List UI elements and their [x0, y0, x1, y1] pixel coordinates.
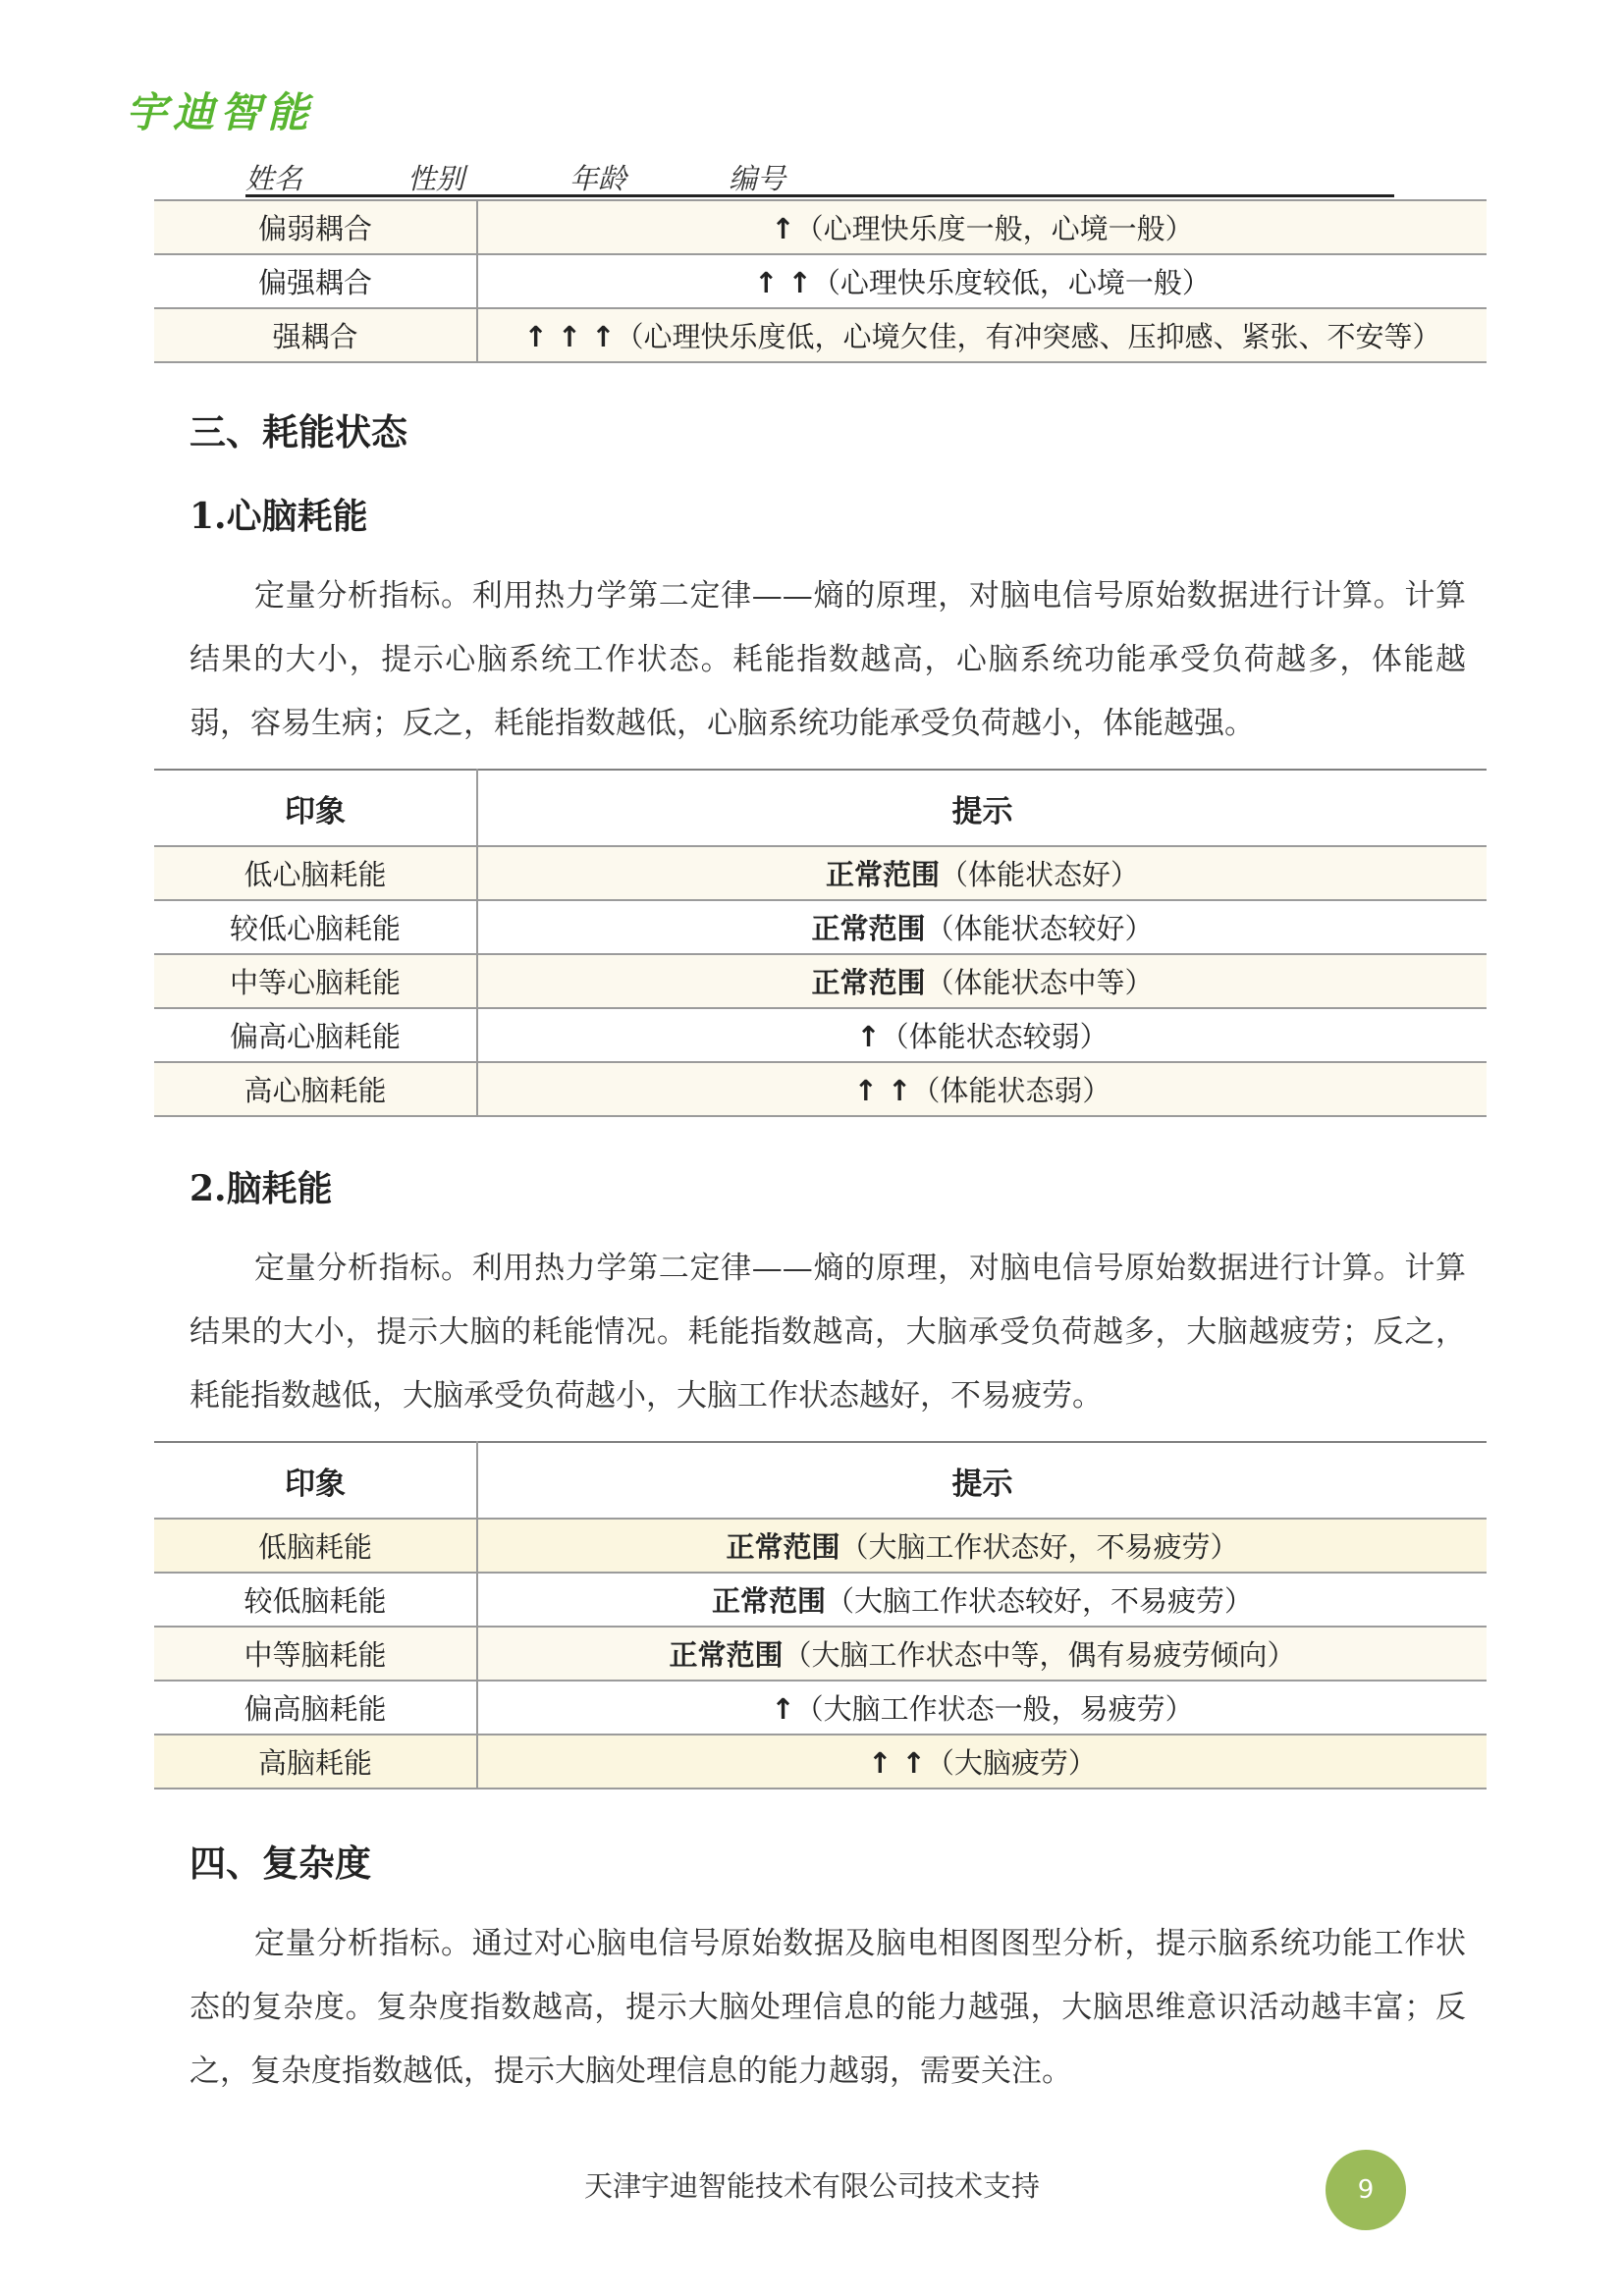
up-arrow-icon: ↑ [856, 1020, 881, 1053]
column-header: 提示 [477, 770, 1487, 846]
row-hint [477, 1735, 1487, 1789]
column-header: 印象 [154, 770, 477, 846]
row-note: （大脑工作状态好，不易疲劳） [839, 1530, 1239, 1564]
row-note: （大脑疲劳） [925, 1746, 1097, 1780]
footer-text: 天津宇迪智能技术有限公司技术支持 [583, 2169, 1040, 2203]
up-arrow-icon: ↑ ↑ [853, 1074, 912, 1107]
row-hint [477, 200, 1487, 254]
heart-brain-energy-table [154, 769, 1487, 1117]
row-label: 中等心脑耗能 [154, 954, 477, 1008]
table-row [154, 900, 1487, 954]
row-label: 强耦合 [154, 308, 477, 362]
row-hint [477, 1062, 1487, 1116]
table-row [154, 954, 1487, 1008]
row-label: 低心脑耗能 [154, 846, 477, 900]
row-label: 较低脑耗能 [154, 1573, 477, 1627]
row-note: （体能状态中等） [925, 966, 1154, 999]
up-arrow-icon: ↑ [771, 212, 795, 245]
paragraph: 定量分析指标。利用热力学第二定律——熵的原理，对脑电信号原始数据进行计算。计算结果的大小，提示大脑的耗能情况。耗能指数越高，大脑承受负荷越多，大脑越疲劳；反之，耗能指数越低，大脑承受负荷越小，大脑工作状态越好，不易疲劳。 [189, 1251, 1466, 1414]
row-note: （心理快乐度低，心境欠佳，有冲突感、压抑感、紧张、不安等） [615, 320, 1441, 353]
id-label: 编号 [729, 162, 786, 195]
table-row [154, 200, 1487, 254]
row-label: 偏弱耦合 [154, 200, 477, 254]
table-row [154, 1735, 1487, 1789]
row-hint [477, 1573, 1487, 1627]
row-note: （大脑工作状态中等，偶有易疲劳倾向） [783, 1638, 1296, 1672]
table-row [154, 1062, 1487, 1116]
row-hint [477, 1519, 1487, 1573]
row-hint [477, 1681, 1487, 1735]
subsection-title: 1.心脑耗能 [189, 496, 368, 537]
row-strong: 正常范围 [669, 1638, 784, 1672]
up-arrow-icon: ↑ ↑ [754, 266, 812, 299]
paragraph: 定量分析指标。通过对心脑电信号原始数据及脑电相图图型分析，提示脑系统功能工作状态的复杂度。复杂度指数越高，提示大脑处理信息的能力越强，大脑思维意识活动越丰富；反之，复杂度指数越低，提示大脑处理信息的能力越弱，需要关注。 [189, 1926, 1466, 2089]
up-arrow-icon: ↑ ↑ [868, 1746, 926, 1780]
column-header: 提示 [477, 1442, 1487, 1519]
row-label: 偏高脑耗能 [154, 1681, 477, 1735]
row-note: （体能状态较弱） [880, 1020, 1109, 1053]
row-hint [477, 900, 1487, 954]
row-hint [477, 954, 1487, 1008]
table-header [154, 770, 1487, 846]
row-label: 高脑耗能 [154, 1735, 477, 1789]
row-strong: 正常范围 [726, 1530, 840, 1564]
column-header: 印象 [154, 1442, 477, 1519]
table-row [154, 1519, 1487, 1573]
row-strong: 正常范围 [825, 858, 940, 891]
row-label: 偏强耦合 [154, 254, 477, 308]
table-row [154, 1681, 1487, 1735]
table-row [154, 846, 1487, 900]
row-strong: 正常范围 [811, 966, 926, 999]
row-note: （大脑工作状态一般，易疲劳） [794, 1692, 1194, 1726]
table-header [154, 1442, 1487, 1519]
page-number: 9 [1326, 2150, 1406, 2230]
paragraph: 定量分析指标。利用热力学第二定律——熵的原理，对脑电信号原始数据进行计算。计算结果的大小，提示心脑系统工作状态。耗能指数越高，心脑系统功能承受负荷越多，体能越弱，容易生病；反之，耗能指数越低，心脑系统功能承受负荷越小，体能越强。 [189, 578, 1466, 741]
row-note: （心理快乐度较低，心境一般） [811, 266, 1211, 299]
table-row [154, 1008, 1487, 1062]
section-title: 四、复杂度 [189, 1842, 371, 1885]
row-label: 较低心脑耗能 [154, 900, 477, 954]
row-hint [477, 1627, 1487, 1681]
table-row [154, 1573, 1487, 1627]
patient-info-row [245, 155, 1394, 197]
row-note: （体能状态较好） [925, 912, 1154, 945]
coupling-table [154, 199, 1487, 363]
row-strong: 正常范围 [711, 1584, 826, 1618]
age-label: 年龄 [569, 162, 627, 195]
name-label: 姓名 [245, 162, 303, 195]
row-note: （心理快乐度一般，心境一般） [794, 212, 1194, 245]
table-row [154, 1627, 1487, 1681]
row-label: 低脑耗能 [154, 1519, 477, 1573]
section-title: 三、耗能状态 [189, 410, 407, 454]
table-row [154, 308, 1487, 362]
gender-label: 性别 [407, 162, 465, 195]
table-row [154, 254, 1487, 308]
row-hint [477, 1008, 1487, 1062]
row-label: 偏高心脑耗能 [154, 1008, 477, 1062]
company-logo: 宇迪智能 [126, 88, 315, 136]
up-arrow-icon: ↑ ↑ ↑ [523, 320, 616, 353]
row-hint [477, 308, 1487, 362]
row-label: 高心脑耗能 [154, 1062, 477, 1116]
row-note: （体能状态弱） [911, 1074, 1111, 1107]
up-arrow-icon: ↑ [771, 1692, 795, 1726]
row-note: （大脑工作状态较好，不易疲劳） [826, 1584, 1254, 1618]
row-note: （体能状态好） [940, 858, 1140, 891]
row-strong: 正常范围 [811, 912, 926, 945]
row-label: 中等脑耗能 [154, 1627, 477, 1681]
brain-energy-table [154, 1441, 1487, 1789]
row-hint [477, 846, 1487, 900]
row-hint [477, 254, 1487, 308]
subsection-title: 2.脑耗能 [189, 1168, 333, 1209]
